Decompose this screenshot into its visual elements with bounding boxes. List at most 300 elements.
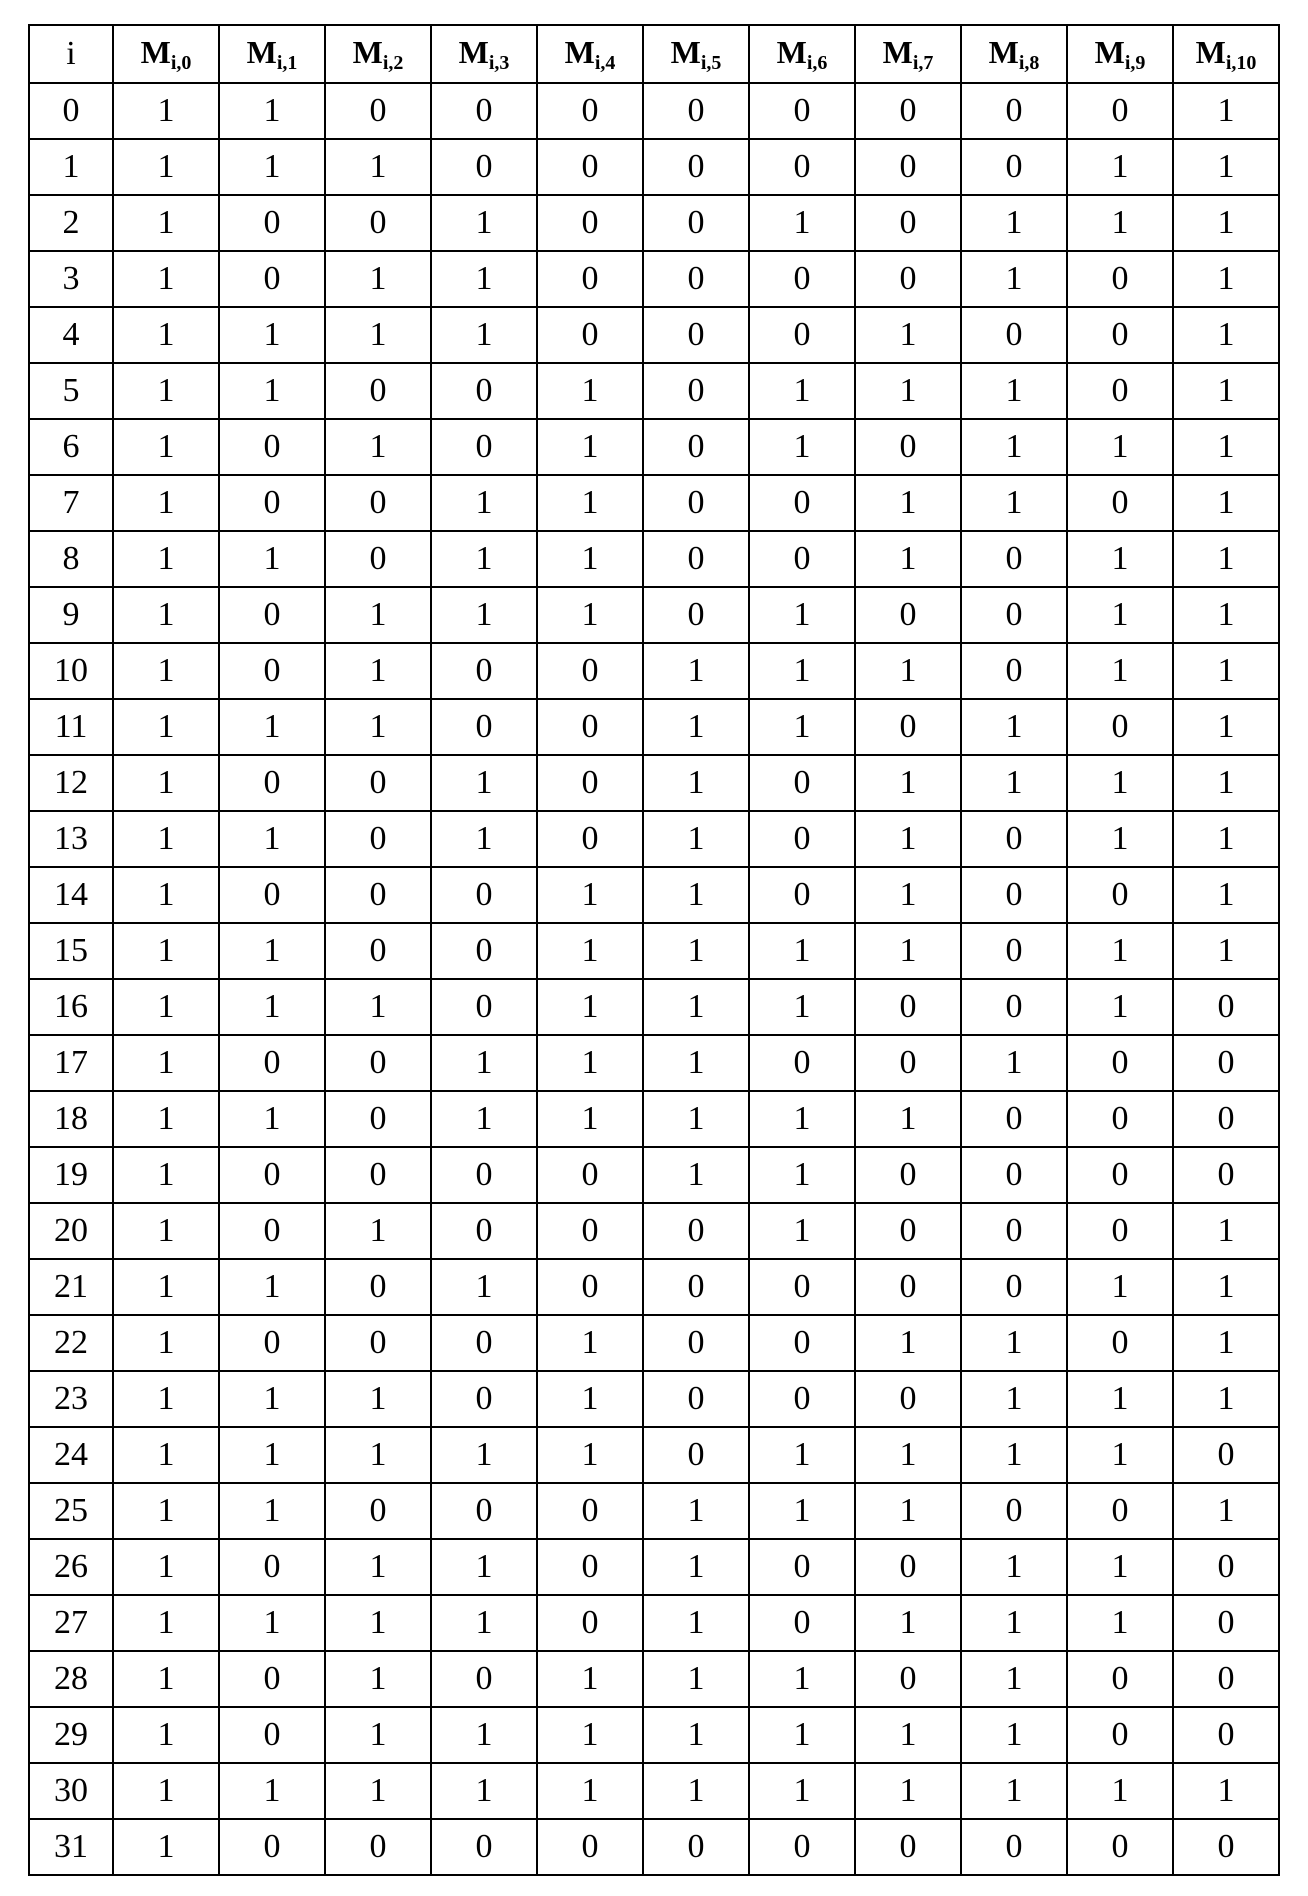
table-cell: 0	[537, 1483, 643, 1539]
table-cell: 1	[325, 1427, 431, 1483]
table-row	[29, 1091, 1279, 1147]
table-cell: 1	[219, 1259, 325, 1315]
table-cell: 1	[643, 1147, 749, 1203]
table-cell: 1	[431, 1427, 537, 1483]
table-cell: 1	[749, 1203, 855, 1259]
table-cell: 0	[325, 1091, 431, 1147]
table-cell: 0	[219, 1819, 325, 1875]
row-index: 25	[29, 1483, 113, 1539]
table-cell: 1	[325, 979, 431, 1035]
row-index: 6	[29, 419, 113, 475]
table-cell: 1	[855, 923, 961, 979]
row-index: 23	[29, 1371, 113, 1427]
table-cell: 0	[537, 307, 643, 363]
table-cell: 1	[431, 1091, 537, 1147]
table-cell: 0	[325, 1147, 431, 1203]
header-subscript: i,2	[383, 52, 404, 74]
row-index: 4	[29, 307, 113, 363]
row-index: 3	[29, 251, 113, 307]
header-base: M	[671, 34, 701, 70]
table-cell: 1	[325, 1763, 431, 1819]
table-cell: 1	[961, 1315, 1067, 1371]
table-cell: 0	[855, 1539, 961, 1595]
table-cell: 1	[1067, 419, 1173, 475]
table-cell: 0	[961, 1147, 1067, 1203]
table-cell: 1	[537, 1035, 643, 1091]
table-cell: 1	[113, 867, 219, 923]
table-cell: 0	[325, 195, 431, 251]
table-cell: 1	[219, 811, 325, 867]
row-index: 7	[29, 475, 113, 531]
table-cell: 1	[1173, 1259, 1279, 1315]
table-cell: 1	[431, 1035, 537, 1091]
table-cell: 0	[219, 1707, 325, 1763]
table-cell: 1	[855, 363, 961, 419]
table-cell: 0	[1067, 1651, 1173, 1707]
table-cell: 1	[219, 923, 325, 979]
table-cell: 0	[643, 1819, 749, 1875]
table-cell: 1	[1067, 195, 1173, 251]
table-cell: 0	[643, 251, 749, 307]
row-index: 21	[29, 1259, 113, 1315]
table-row	[29, 419, 1279, 475]
table-cell: 1	[325, 1539, 431, 1595]
table-cell: 0	[749, 755, 855, 811]
table-cell: 1	[749, 1091, 855, 1147]
table-cell: 1	[1067, 979, 1173, 1035]
table-cell: 1	[113, 307, 219, 363]
table-cell: 0	[643, 307, 749, 363]
row-index: 19	[29, 1147, 113, 1203]
table-cell: 1	[431, 1595, 537, 1651]
table-cell: 1	[1067, 923, 1173, 979]
table-cell: 0	[431, 643, 537, 699]
table-cell: 1	[325, 1371, 431, 1427]
table-cell: 0	[749, 531, 855, 587]
table-cell: 1	[113, 363, 219, 419]
table-cell: 1	[219, 699, 325, 755]
table-cell: 1	[749, 1651, 855, 1707]
table-cell: 1	[855, 755, 961, 811]
table-cell: 1	[431, 1763, 537, 1819]
table-cell: 1	[961, 1371, 1067, 1427]
table-cell: 0	[431, 979, 537, 1035]
table-row	[29, 1371, 1279, 1427]
row-index: 9	[29, 587, 113, 643]
table-cell: 1	[325, 587, 431, 643]
table-cell: 0	[325, 923, 431, 979]
table-cell: 1	[1173, 1315, 1279, 1371]
table-cell: 1	[537, 1651, 643, 1707]
table-cell: 1	[1067, 1427, 1173, 1483]
table-cell: 1	[113, 251, 219, 307]
table-cell: 1	[113, 1203, 219, 1259]
table-row	[29, 83, 1279, 139]
header-row	[29, 25, 1279, 83]
table-cell: 1	[537, 363, 643, 419]
table-cell: 0	[1067, 1147, 1173, 1203]
table-cell: 1	[643, 1763, 749, 1819]
table-row	[29, 587, 1279, 643]
table-cell: 0	[855, 1819, 961, 1875]
table-cell: 1	[855, 1315, 961, 1371]
table-cell: 0	[855, 1203, 961, 1259]
table-cell: 1	[643, 643, 749, 699]
table-cell: 0	[1067, 1483, 1173, 1539]
table-cell: 0	[855, 587, 961, 643]
table-cell: 0	[1173, 1035, 1279, 1091]
table-cell: 1	[113, 1539, 219, 1595]
table-cell: 0	[855, 1259, 961, 1315]
table-cell: 1	[749, 1707, 855, 1763]
header-subscript: i,8	[1019, 52, 1040, 74]
table-cell: 1	[749, 643, 855, 699]
header-subscript: i,10	[1226, 52, 1257, 74]
table-cell: 0	[855, 1371, 961, 1427]
table-cell: 1	[643, 1539, 749, 1595]
table-cell: 0	[219, 867, 325, 923]
table-cell: 1	[961, 755, 1067, 811]
table-cell: 0	[431, 1819, 537, 1875]
table-cell: 1	[113, 923, 219, 979]
header-base: M	[247, 34, 277, 70]
table-cell: 0	[961, 1203, 1067, 1259]
table-row	[29, 1483, 1279, 1539]
row-index: 14	[29, 867, 113, 923]
table-cell: 1	[1173, 195, 1279, 251]
table-cell: 1	[855, 1427, 961, 1483]
table-cell: 1	[855, 531, 961, 587]
table-cell: 1	[1067, 1763, 1173, 1819]
table-cell: 1	[537, 475, 643, 531]
header-m-9	[1067, 25, 1173, 83]
row-index: 22	[29, 1315, 113, 1371]
table-cell: 0	[325, 1315, 431, 1371]
table-cell: 0	[961, 139, 1067, 195]
table-cell: 0	[219, 1035, 325, 1091]
table-cell: 0	[431, 699, 537, 755]
header-m-0	[113, 25, 219, 83]
table-cell: 0	[537, 1203, 643, 1259]
table-cell: 1	[537, 587, 643, 643]
table-row	[29, 531, 1279, 587]
table-row	[29, 251, 1279, 307]
table-cell: 1	[113, 1427, 219, 1483]
header-m-3	[431, 25, 537, 83]
header-index: i	[29, 25, 113, 83]
table-cell: 0	[431, 1147, 537, 1203]
table-cell: 0	[749, 1819, 855, 1875]
table-cell: 0	[855, 699, 961, 755]
table-cell: 1	[113, 195, 219, 251]
table-cell: 0	[1173, 1819, 1279, 1875]
table-cell: 0	[961, 811, 1067, 867]
table-cell: 0	[855, 139, 961, 195]
table-cell: 1	[537, 867, 643, 923]
table-cell: 0	[855, 195, 961, 251]
table-cell: 1	[431, 531, 537, 587]
table-row	[29, 363, 1279, 419]
row-index: 31	[29, 1819, 113, 1875]
table-cell: 0	[1067, 867, 1173, 923]
table-cell: 1	[1173, 643, 1279, 699]
table-cell: 1	[113, 531, 219, 587]
table-cell: 1	[1173, 419, 1279, 475]
row-index: 20	[29, 1203, 113, 1259]
table-cell: 1	[113, 1315, 219, 1371]
table-cell: 1	[1173, 139, 1279, 195]
table-cell: 0	[431, 1483, 537, 1539]
table-cell: 1	[1067, 587, 1173, 643]
table-cell: 0	[431, 1315, 537, 1371]
table-cell: 1	[1173, 475, 1279, 531]
table-cell: 1	[113, 1035, 219, 1091]
table-row	[29, 1315, 1279, 1371]
table-cell: 1	[961, 1763, 1067, 1819]
table-cell: 1	[219, 83, 325, 139]
row-index: 0	[29, 83, 113, 139]
row-index: 27	[29, 1595, 113, 1651]
table-cell: 0	[219, 1539, 325, 1595]
table-cell: 0	[1173, 1707, 1279, 1763]
table-cell: 1	[219, 139, 325, 195]
table-cell: 1	[325, 1707, 431, 1763]
table-cell: 1	[749, 699, 855, 755]
table-cell: 0	[749, 83, 855, 139]
table-cell: 1	[325, 251, 431, 307]
header-base: M	[989, 34, 1019, 70]
table-cell: 0	[1067, 475, 1173, 531]
table-cell: 1	[113, 1483, 219, 1539]
table-row	[29, 195, 1279, 251]
table-cell: 1	[749, 1763, 855, 1819]
header-m-4	[537, 25, 643, 83]
table-cell: 1	[431, 307, 537, 363]
table-cell: 0	[537, 699, 643, 755]
table-cell: 1	[749, 923, 855, 979]
table-cell: 0	[1173, 1091, 1279, 1147]
table-cell: 0	[219, 755, 325, 811]
table-cell: 1	[537, 1427, 643, 1483]
table-cell: 1	[749, 979, 855, 1035]
table-cell: 1	[537, 1315, 643, 1371]
table-cell: 0	[1067, 1707, 1173, 1763]
table-cell: 0	[325, 83, 431, 139]
table-cell: 0	[219, 475, 325, 531]
header-base: M	[1196, 34, 1226, 70]
header-m-10	[1173, 25, 1279, 83]
table-cell: 1	[643, 755, 749, 811]
table-cell: 1	[643, 867, 749, 923]
table-cell: 0	[325, 811, 431, 867]
table-cell: 0	[219, 1651, 325, 1707]
table-cell: 0	[855, 1035, 961, 1091]
table-row	[29, 811, 1279, 867]
table-cell: 1	[961, 699, 1067, 755]
row-index: 24	[29, 1427, 113, 1483]
table-row	[29, 475, 1279, 531]
table-cell: 0	[325, 867, 431, 923]
header-base: M	[883, 34, 913, 70]
row-index: 30	[29, 1763, 113, 1819]
table-cell: 0	[537, 811, 643, 867]
table-cell: 0	[643, 419, 749, 475]
table-cell: 0	[749, 251, 855, 307]
table-cell: 0	[643, 1259, 749, 1315]
table-cell: 0	[1067, 1035, 1173, 1091]
table-cell: 1	[961, 1539, 1067, 1595]
table-cell: 1	[219, 1091, 325, 1147]
table-cell: 1	[537, 1371, 643, 1427]
table-cell: 0	[1173, 1427, 1279, 1483]
table-cell: 1	[113, 643, 219, 699]
table-cell: 1	[113, 1763, 219, 1819]
table-cell: 1	[1173, 363, 1279, 419]
table-cell: 0	[643, 587, 749, 643]
table-cell: 1	[113, 419, 219, 475]
table-cell: 0	[537, 1595, 643, 1651]
header-subscript: i,3	[489, 52, 510, 74]
header-base: M	[565, 34, 595, 70]
header-base: M	[1095, 34, 1125, 70]
table-row	[29, 1539, 1279, 1595]
row-index: 2	[29, 195, 113, 251]
table-cell: 1	[855, 1091, 961, 1147]
table-cell: 0	[749, 1315, 855, 1371]
table-cell: 1	[643, 1091, 749, 1147]
table-row	[29, 307, 1279, 363]
table-cell: 1	[325, 643, 431, 699]
table-cell: 1	[961, 1035, 1067, 1091]
row-index: 16	[29, 979, 113, 1035]
table-cell: 0	[749, 1595, 855, 1651]
table-cell: 0	[961, 307, 1067, 363]
table-cell: 0	[643, 83, 749, 139]
table-cell: 0	[431, 1371, 537, 1427]
table-cell: 1	[1173, 531, 1279, 587]
table-cell: 0	[749, 1259, 855, 1315]
table-row	[29, 1203, 1279, 1259]
table-cell: 0	[961, 643, 1067, 699]
table-cell: 1	[961, 195, 1067, 251]
table-cell: 1	[537, 531, 643, 587]
table-cell: 1	[219, 1595, 325, 1651]
table-cell: 0	[643, 139, 749, 195]
table-cell: 1	[431, 1259, 537, 1315]
table-cell: 0	[749, 867, 855, 923]
table-cell: 0	[537, 251, 643, 307]
table-cell: 0	[961, 1259, 1067, 1315]
table-row	[29, 867, 1279, 923]
table-cell: 1	[1173, 1763, 1279, 1819]
header-subscript: i,7	[913, 52, 934, 74]
table-cell: 1	[431, 811, 537, 867]
table-cell: 0	[1067, 307, 1173, 363]
table-cell: 1	[1067, 531, 1173, 587]
table-cell: 1	[113, 755, 219, 811]
table-cell: 1	[1067, 1539, 1173, 1595]
table-cell: 0	[855, 979, 961, 1035]
table-cell: 1	[431, 195, 537, 251]
table-cell: 1	[961, 475, 1067, 531]
table-cell: 1	[961, 1427, 1067, 1483]
table-cell: 0	[855, 83, 961, 139]
table-cell: 1	[855, 867, 961, 923]
table-cell: 0	[643, 195, 749, 251]
table-cell: 0	[325, 531, 431, 587]
table-cell: 0	[1067, 83, 1173, 139]
table-cell: 1	[1067, 643, 1173, 699]
table-cell: 1	[643, 923, 749, 979]
table-cell: 1	[749, 363, 855, 419]
header-subscript: i,6	[807, 52, 828, 74]
table-cell: 1	[113, 83, 219, 139]
table-cell: 0	[1067, 251, 1173, 307]
table-cell: 1	[961, 1595, 1067, 1651]
table-cell: 1	[1173, 755, 1279, 811]
table-cell: 0	[1067, 1091, 1173, 1147]
row-index: 15	[29, 923, 113, 979]
table-cell: 0	[325, 1035, 431, 1091]
table-cell: 1	[113, 1707, 219, 1763]
table-cell: 1	[1173, 83, 1279, 139]
table-cell: 1	[1173, 867, 1279, 923]
table-cell: 0	[1173, 1147, 1279, 1203]
row-index: 5	[29, 363, 113, 419]
table-cell: 1	[1067, 139, 1173, 195]
table-cell: 0	[219, 195, 325, 251]
table-cell: 1	[1067, 1259, 1173, 1315]
table-cell: 1	[855, 1763, 961, 1819]
table-cell: 0	[219, 1147, 325, 1203]
table-cell: 0	[961, 923, 1067, 979]
table-cell: 0	[1173, 1651, 1279, 1707]
table-cell: 1	[113, 811, 219, 867]
table-cell: 1	[961, 363, 1067, 419]
table-cell: 1	[961, 419, 1067, 475]
table-cell: 1	[537, 979, 643, 1035]
table-cell: 1	[219, 307, 325, 363]
table-cell: 0	[325, 363, 431, 419]
table-cell: 1	[113, 139, 219, 195]
table-cell: 1	[855, 1707, 961, 1763]
table-cell: 1	[1067, 1595, 1173, 1651]
table-cell: 1	[855, 1595, 961, 1651]
table-cell: 1	[1173, 811, 1279, 867]
table-row	[29, 923, 1279, 979]
table-cell: 1	[749, 587, 855, 643]
table-cell: 0	[643, 531, 749, 587]
table-row	[29, 699, 1279, 755]
table-cell: 0	[643, 363, 749, 419]
table-row	[29, 1763, 1279, 1819]
table-cell: 0	[325, 1819, 431, 1875]
table-cell: 1	[1067, 755, 1173, 811]
table-cell: 1	[643, 699, 749, 755]
table-cell: 1	[537, 1763, 643, 1819]
table-row	[29, 1819, 1279, 1875]
table-cell: 1	[537, 923, 643, 979]
table-cell: 1	[961, 1651, 1067, 1707]
table-cell: 0	[219, 643, 325, 699]
table-cell: 0	[961, 1091, 1067, 1147]
table-cell: 1	[113, 1651, 219, 1707]
table-cell: 1	[219, 1427, 325, 1483]
table-cell: 1	[855, 811, 961, 867]
table-row	[29, 1707, 1279, 1763]
row-index: 11	[29, 699, 113, 755]
table-cell: 1	[431, 587, 537, 643]
